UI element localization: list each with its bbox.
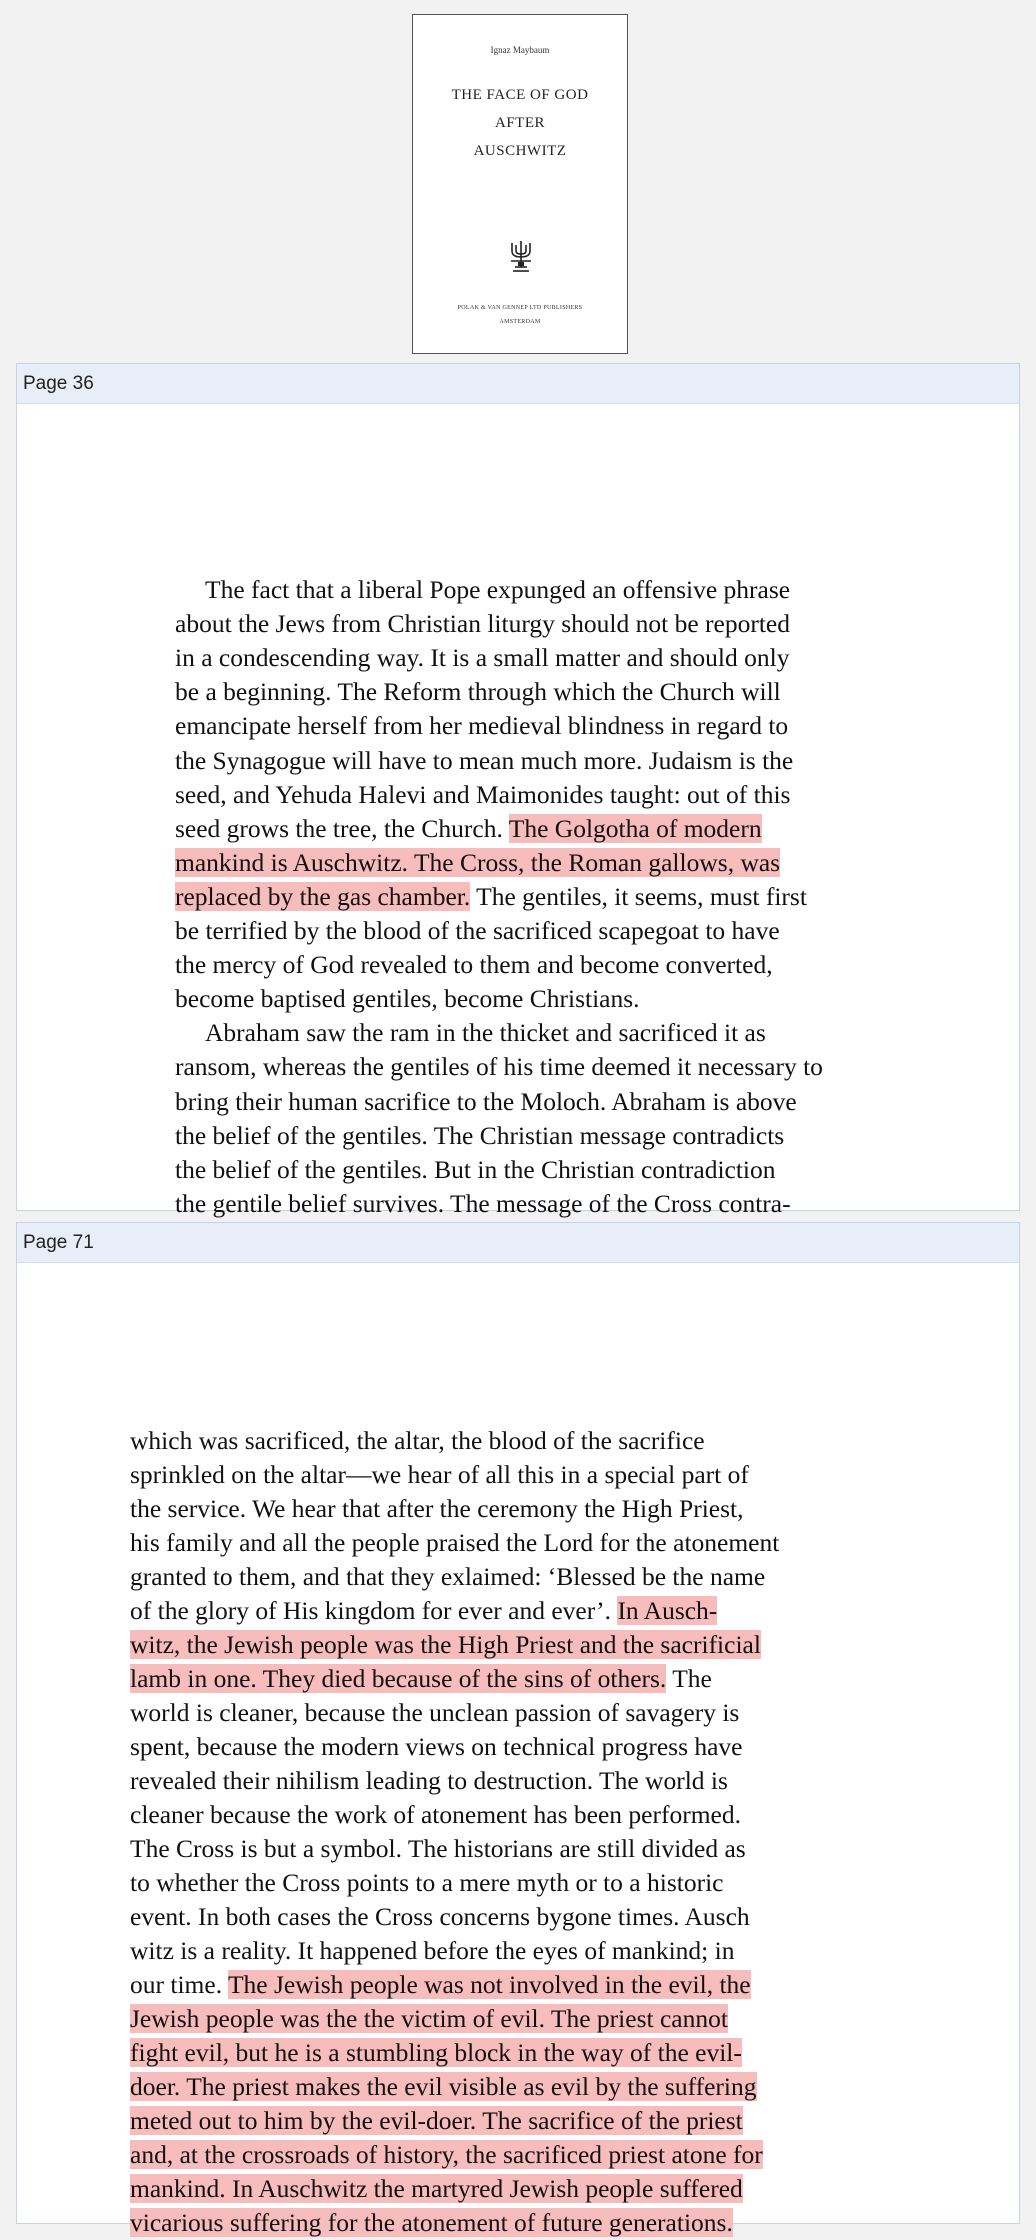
text-line — [130, 1458, 749, 1492]
text-span: bring their human sacrifice to the Moloch. Abraham is above — [175, 1086, 797, 1116]
cover-publisher-line: AMSTERDAM — [499, 319, 541, 325]
text-line — [175, 880, 807, 914]
text-line — [175, 778, 790, 812]
highlighted-text: The Jewish people was not involved in the evil, the — [227, 1970, 751, 1999]
highlighted-text: doer. The priest makes the evil visible as evil by the suffering — [130, 2072, 757, 2101]
text-line — [130, 1560, 765, 1594]
page-image — [17, 1264, 1019, 2237]
highlighted-text: The Golgotha of modern — [508, 813, 762, 843]
highlighted-text: lamb in one. They died because of the sins of others. — [130, 1664, 667, 1693]
text-line — [130, 1526, 779, 1560]
text-line — [175, 1153, 776, 1187]
text-span: The gentiles, it seems, must first — [470, 881, 807, 911]
cover-title-line: THE FACE OF GOD — [451, 87, 589, 103]
text-line — [175, 846, 780, 880]
cover-title-line: AUSCHWITZ — [473, 143, 567, 159]
text-span: the mercy of God revealed to them and become converted, — [175, 950, 773, 980]
text-line — [130, 1730, 743, 1764]
text-line — [175, 1119, 784, 1153]
text-span: of the glory of His kingdom for ever and ever’. — [130, 1596, 618, 1625]
text-line — [175, 914, 780, 948]
text-span: The Cross is but a symbol. The historians are still divided as — [130, 1834, 746, 1863]
text-line — [175, 641, 789, 675]
text-span: the Synagogue will have to mean much more. Judaism is the — [175, 745, 794, 775]
page-image — [17, 405, 1019, 1218]
text-line — [130, 2070, 757, 2104]
text-line — [130, 2002, 728, 2036]
text-span: event. In both cases the Cross concerns bygone times. Ausch — [130, 1902, 750, 1931]
text-span: in a condescending way. It is a small matter and should only — [175, 643, 790, 673]
highlighted-text: replaced by the gas chamber. — [175, 881, 471, 911]
text-span: be terrified by the blood of the sacrificed scapegoat to have — [175, 916, 780, 945]
text-span: the gentile belief survives. The message of the Cross contra- — [175, 1188, 791, 1218]
cover-title-line: AFTER — [494, 115, 545, 131]
text-line — [175, 1085, 797, 1119]
text-line — [130, 1798, 741, 1832]
page-label: Page 71 — [17, 1223, 1019, 1263]
text-line — [130, 1696, 739, 1730]
text-line — [130, 1662, 712, 1696]
text-line — [130, 1424, 705, 1458]
text-line — [130, 1764, 728, 1798]
text-line — [130, 2172, 743, 2206]
cover-title — [413, 81, 627, 165]
text-span: revealed their nihilism leading to destruction. The world is — [130, 1766, 728, 1795]
text-span: our time. — [130, 1970, 228, 1999]
text-span: The — [666, 1664, 712, 1693]
text-span: ransom, whereas the gentiles of his time deemed it necessary to — [175, 1052, 823, 1082]
highlighted-text: In Ausch- — [617, 1596, 718, 1625]
text-line — [130, 1968, 751, 2002]
text-span: cleaner because the work of atonement has been performed. — [130, 1800, 742, 1829]
highlighted-text: meted out to him by the evil-doer. The sacrifice of the priest — [130, 2106, 743, 2135]
cover-publisher-line: POLAK & VAN GENNEP LTD PUBLISHERS — [457, 305, 583, 311]
text-span: to whether the Cross points to a mere myth or to a historic — [130, 1868, 724, 1897]
highlighted-text: vicarious suffering for the atonement of future generations. — [130, 2208, 733, 2237]
text-span: the belief of the gentiles. But in the Christian contradiction — [175, 1154, 776, 1184]
cover-publisher — [413, 301, 627, 329]
text-line — [130, 1866, 723, 1900]
text-span: become baptised gentiles, become Christians. — [175, 984, 640, 1014]
text-span: spent, because the modern views on technical progress have — [130, 1732, 743, 1761]
text-line — [130, 1934, 734, 1968]
text-span: about the Jews from Christian liturgy should not be reported — [175, 609, 790, 639]
text-span: which was sacrificed, the altar, the blood of the sacrifice — [130, 1426, 705, 1455]
text-span: Abraham saw the ram in the thicket and sacrificed it as — [205, 1018, 766, 1048]
text-line — [175, 607, 790, 641]
text-line — [130, 2138, 763, 2172]
text-line — [205, 573, 790, 607]
text-line — [130, 1628, 761, 1662]
highlighted-text: mankind is Auschwitz. The Cross, the Roman gallows, was — [175, 847, 781, 877]
text-line — [130, 2104, 743, 2138]
text-line — [130, 1492, 743, 1526]
highlighted-text: witz, the Jewish people was the High Priest and the sacrificial — [130, 1630, 761, 1659]
text-span: witz is a reality. It happened before the eyes of mankind; in — [130, 1936, 735, 1965]
text-span: seed grows the tree, the Church. — [175, 813, 509, 843]
text-line — [175, 948, 773, 982]
text-line — [130, 2036, 742, 2070]
text-line — [130, 1594, 717, 1628]
highlighted-text: fight evil, but he is a stumbling block in the way of the evil- — [130, 2038, 742, 2067]
text-span: be a beginning. The Reform through which the Church will — [175, 677, 781, 707]
text-line — [175, 675, 781, 709]
text-line — [175, 982, 640, 1016]
text-line — [175, 1050, 823, 1084]
highlighted-text: mankind. In Auschwitz the martyred Jewish people suffered — [130, 2174, 743, 2203]
text-line — [130, 2206, 733, 2240]
highlighted-text: and, at the crossroads of history, the sacrificed priest atone for — [130, 2140, 763, 2169]
text-line — [205, 1016, 766, 1050]
text-span: sprinkled on the altar—we hear of all this in a special part of — [130, 1460, 749, 1489]
text-line — [175, 812, 762, 846]
text-line — [175, 709, 788, 743]
text-span: his family and all the people praised the Lord for the atonement — [130, 1528, 780, 1557]
highlighted-text: Jewish people was the the victim of evil. The priest cannot — [130, 2004, 728, 2033]
menorah-emblem-icon — [507, 237, 535, 275]
page-label: Page 36 — [17, 364, 1019, 404]
text-line — [130, 1900, 750, 1934]
text-line — [175, 744, 793, 778]
text-line — [130, 1832, 746, 1866]
text-span: The fact that a liberal Pope expunged an offensive phrase — [205, 575, 791, 604]
page-panel-71[interactable] — [16, 1222, 1020, 2237]
page-panel-36[interactable] — [16, 363, 1020, 1218]
book-cover[interactable] — [412, 14, 628, 354]
text-span: emancipate herself from her medieval blindness in regard to — [175, 711, 789, 741]
text-span: the service. We hear that after the ceremony the High Priest, — [130, 1494, 744, 1523]
text-span: seed, and Yehuda Halevi and Maimonides taught: out of this — [175, 779, 791, 809]
cover-author: Ignaz Maybaum — [490, 45, 550, 55]
text-line — [175, 1187, 791, 1221]
text-span: granted to them, and that they exlaimed: ‘Blessed be the name — [130, 1562, 766, 1591]
text-span: the belief of the gentiles. The Christian message contradicts — [175, 1120, 785, 1150]
text-span: world is cleaner, because the unclean passion of savagery is — [130, 1698, 740, 1727]
